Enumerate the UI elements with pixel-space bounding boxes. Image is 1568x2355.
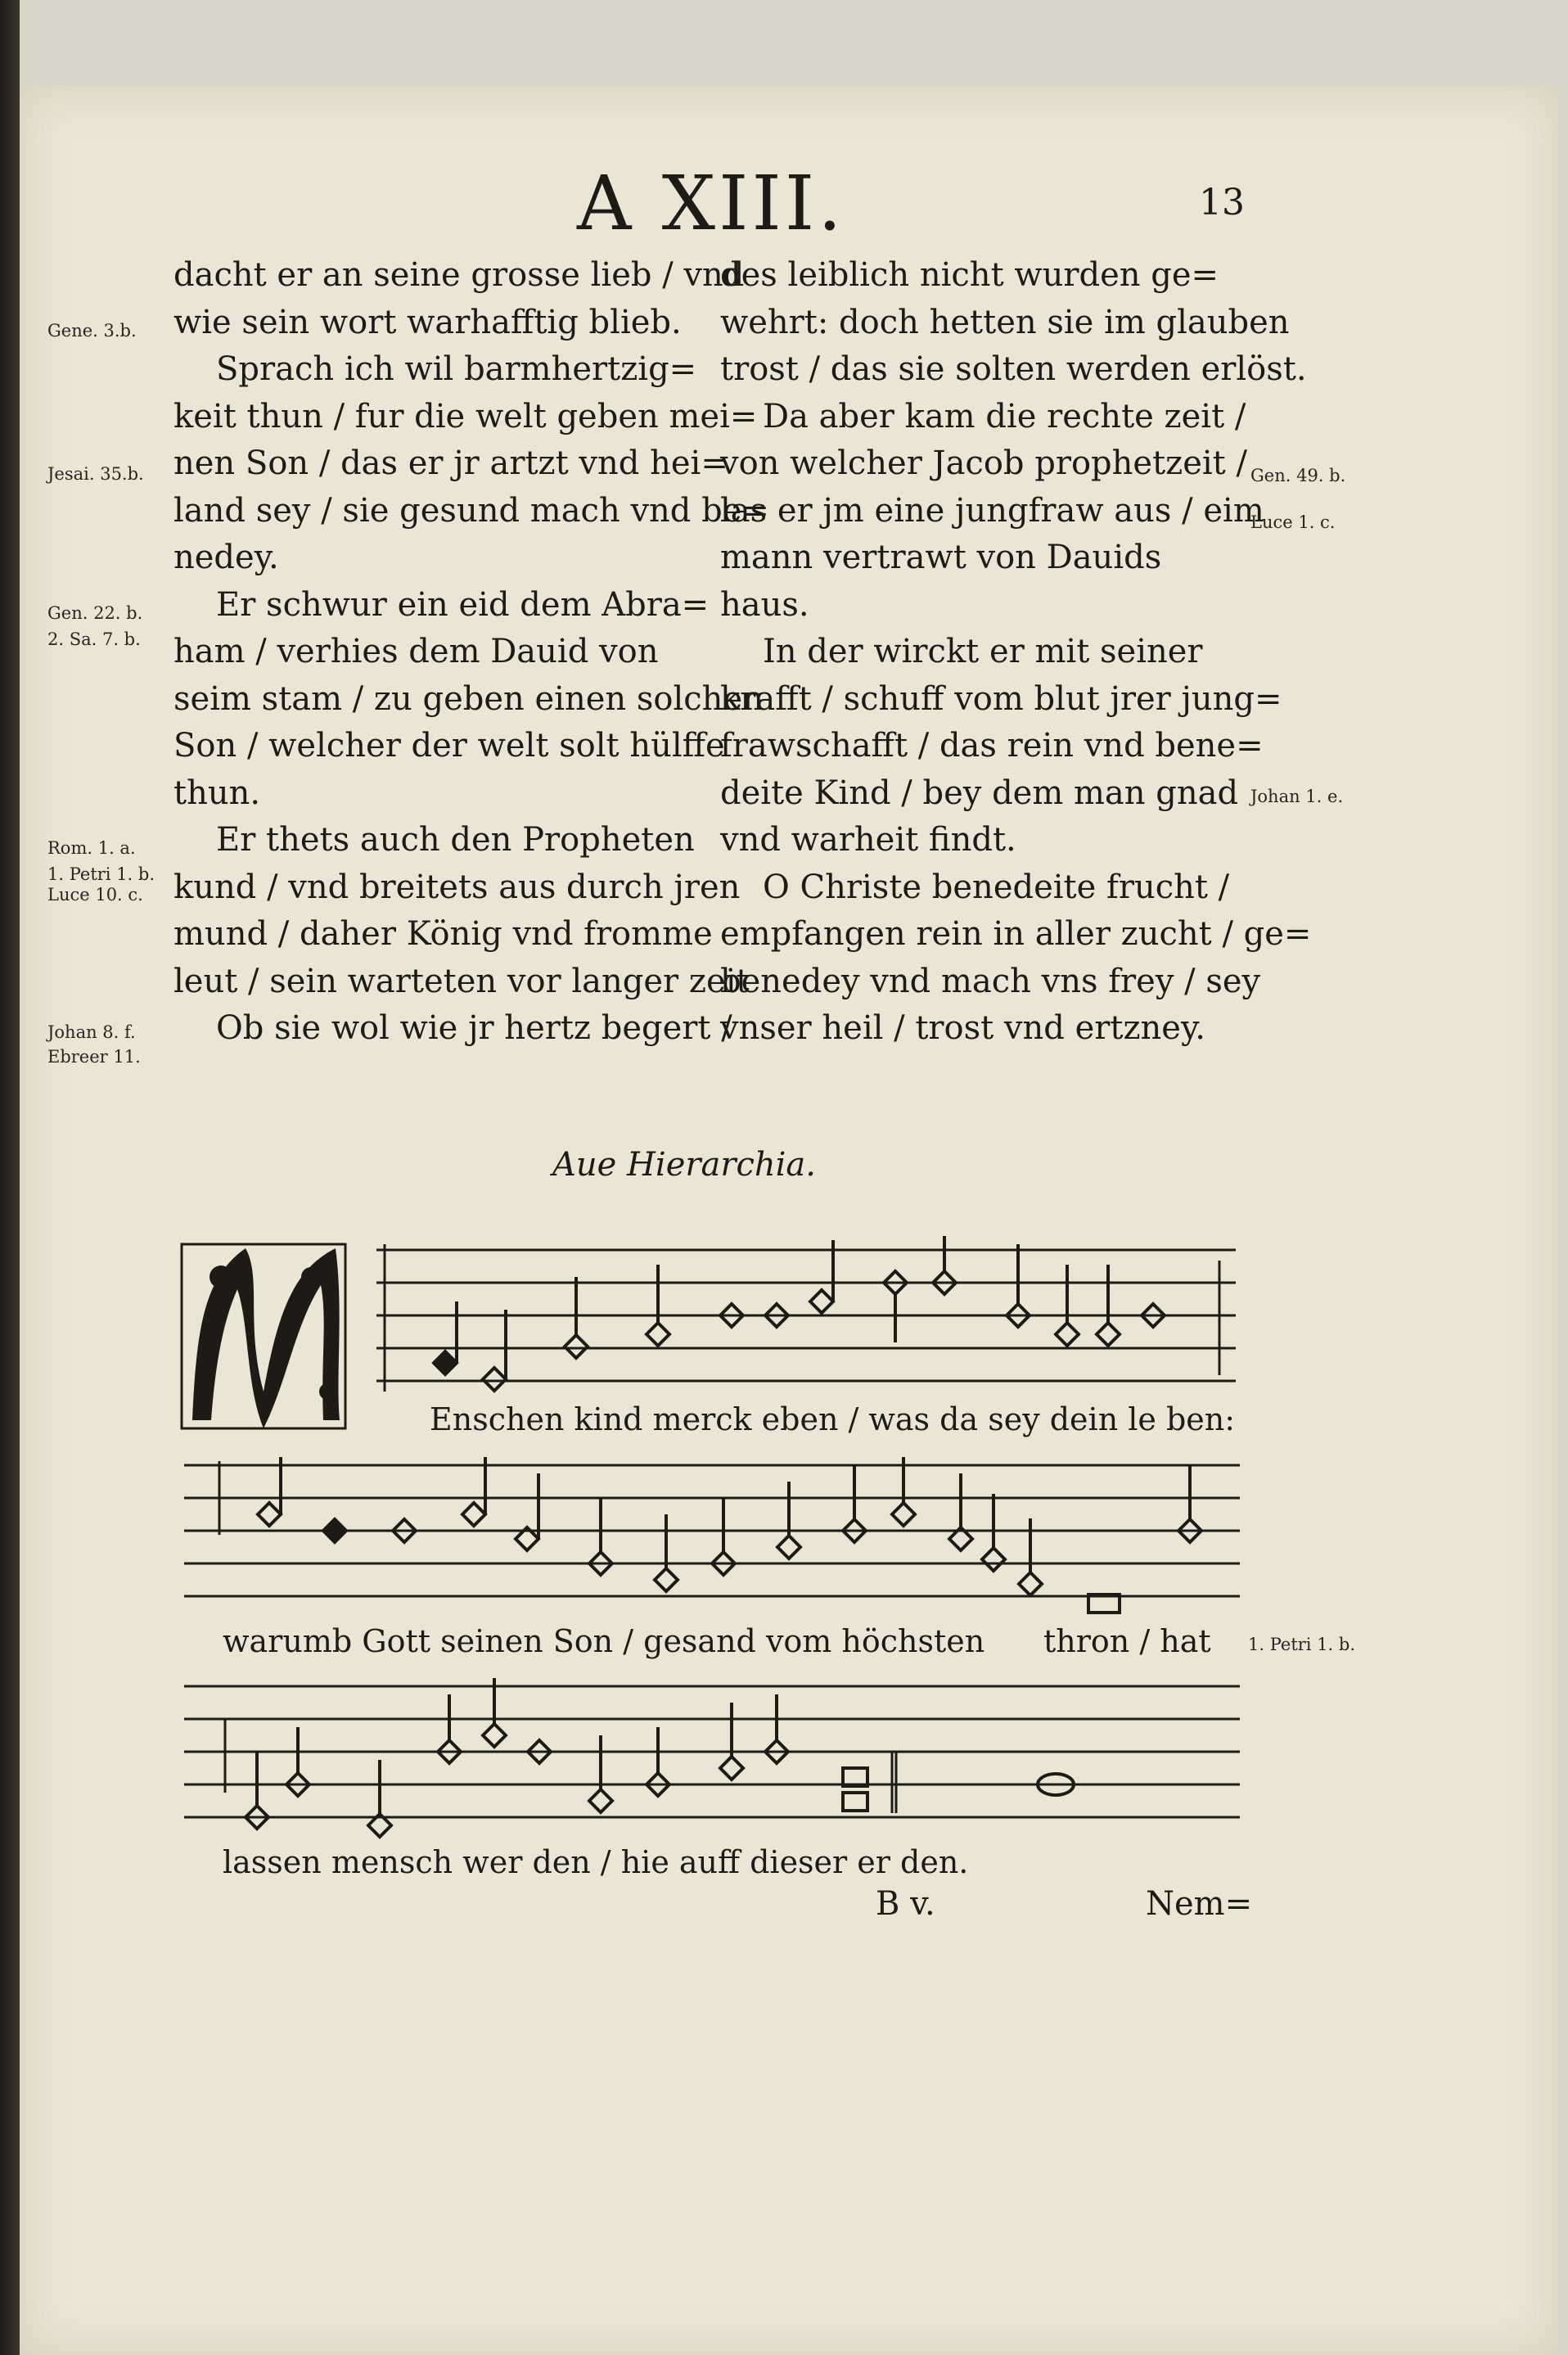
text-line: las er jm eine jungfraw aus / eim [720,491,1264,530]
text-line: Ob sie wol wie jr hertz begert / [216,1009,732,1047]
text-line: Sprach ich wil barmhertzig= [216,350,697,388]
margin-note: Rom. 1. a. [47,838,136,858]
page-number: 13 [1199,182,1245,223]
text-line: krafft / schuff vom blut jrer jung= [720,679,1282,718]
lyric-line-4: lassen mensch wer den / hie auff dieser er den. [223,1844,969,1880]
text-line: mann vertrawt von Dauids [720,539,1162,576]
text-line: frawschafft / das rein vnd bene= [720,727,1264,765]
margin-note: Gene. 3.b. [47,321,137,341]
text-line: benedey vnd mach vns frey / sey [720,962,1261,1000]
lyric-line-1: Enschen kind merck eben / was da sey dein le ben: [430,1401,1236,1437]
text-line: wie sein wort warhafftig blieb. [173,303,682,341]
margin-note: Ebreer 11. [47,1047,141,1067]
margin-note: Luce 1. c. [1250,512,1336,532]
lyric-line-3: thron / hat [1043,1623,1211,1659]
margin-note: Gen. 22. b. [47,603,143,623]
margin-note: Johan 8. f. [47,1022,136,1042]
catchword: Nem= [1146,1885,1253,1923]
text-line: ham / verhies dem Dauid von [173,633,659,670]
text-line: Er schwur ein eid dem Abra= [216,585,710,624]
text-line: Er thets auch den Propheten [216,821,695,859]
text-line: wehrt: doch hetten sie im glauben [720,303,1290,341]
text-line: mund / daher König vnd fromme [173,915,713,953]
margin-note: Jesai. 35.b. [47,464,144,484]
lyric-line-2: warumb Gott seinen Son / gesand vom höchsten [223,1623,985,1659]
margin-note: Luce 10. c. [47,885,143,905]
text-line: kund / vnd breitets aus durch jren [173,868,741,906]
catchword-signature: B v. [876,1885,935,1923]
text-line: deite Kind / bey dem man gnad [720,774,1239,812]
decorated-initial [182,1244,345,1428]
text-line: leut / sein warteten vor langer zeit [173,962,750,1000]
text-line: seim stam / zu geben einen solchen [173,679,764,718]
text-line: nedey. [173,539,279,576]
staff-2-notes [258,1457,1201,1613]
margin-note: 1. Petri 1. b. [1248,1635,1356,1654]
text-line: Son / welcher der welt solt hülffe [173,727,725,765]
signature-mark: A XIII. [577,160,845,247]
text-line: thun. [173,774,261,812]
tune-title: Aue Hierarchia. [552,1146,816,1184]
text-line: trost / das sie solten werden erlöst. [720,350,1307,388]
margin-note: 1. Petri 1. b. [47,864,155,884]
text-line: dacht er an seine grosse lieb / vnd [173,256,745,294]
text-line: In der wirckt er mit seiner [763,633,1203,670]
staff-1-notes [434,1236,1165,1391]
text-line: Da aber kam die rechte zeit / [763,397,1246,435]
text-line: nen Son / das er jr artzt vnd hei= [173,444,728,482]
staff-3 [184,1686,1240,1817]
margin-note: 2. Sa. 7. b. [47,629,141,649]
text-line: empfangen rein in aller zucht / ge= [720,915,1312,953]
margin-note: Gen. 49. b. [1250,466,1346,485]
text-line: land sey / sie gesund mach vnd be= [173,491,769,530]
text-line: haus. [720,585,809,624]
text-line: vnd warheit findt. [720,821,1016,859]
margin-note: Johan 1. e. [1250,787,1344,806]
text-line: O Christe benedeite frucht / [763,868,1230,906]
text-line: von welcher Jacob prophetzeit / [720,444,1247,482]
text-line: keit thun / fur die welt geben mei= [173,397,758,435]
staff-3-notes [246,1678,1074,1837]
text-line: des leiblich nicht wurden ge= [720,256,1219,294]
text-line: vnser heil / trost vnd ertzney. [720,1009,1205,1047]
